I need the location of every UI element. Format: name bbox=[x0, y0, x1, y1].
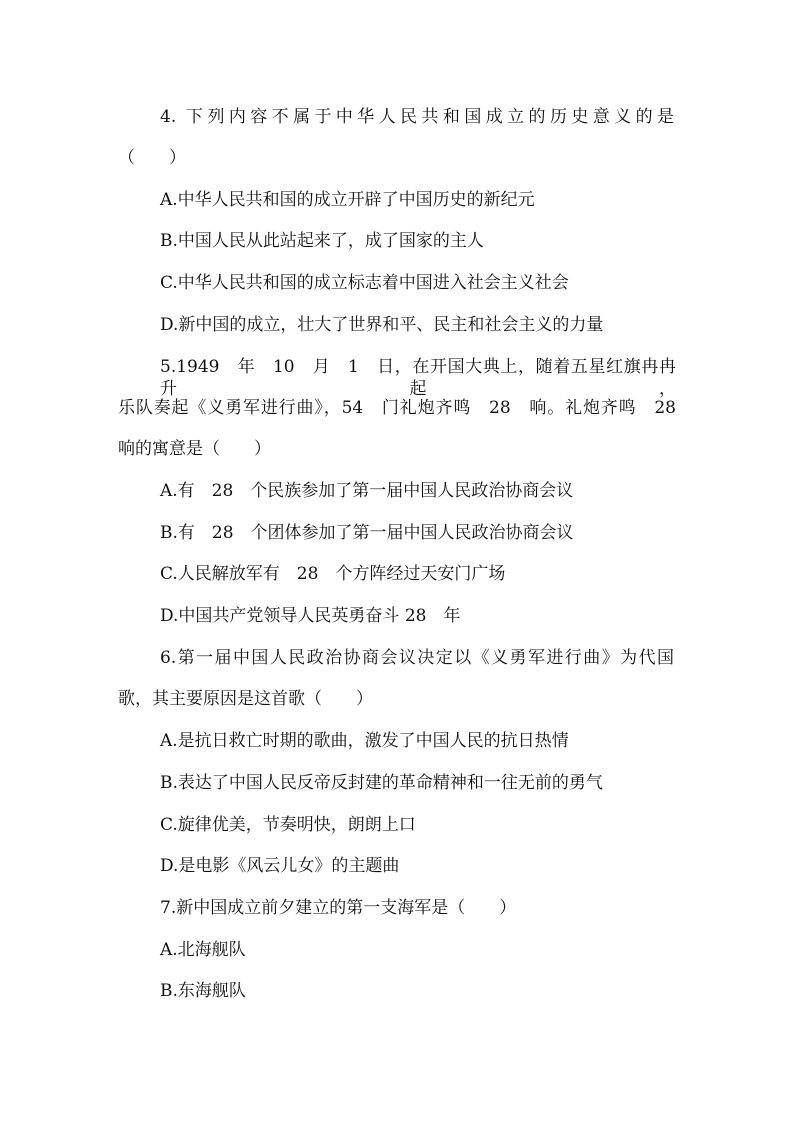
question-5-stem-line-3: 响的寓意是（ ） bbox=[118, 439, 271, 459]
question-5-stem-line-1: 5.1949 年 10 月 1 日，在开国大典上，随着五星红旗冉冉升起， bbox=[160, 357, 676, 399]
question-4-option-a: A.中华人民共和国的成立开辟了中国历史的新纪元 bbox=[160, 190, 535, 210]
question-4-option-c: C.中华人民共和国的成立标志着中国进入社会主义社会 bbox=[160, 273, 569, 293]
question-7-stem-line-1: 7.新中国成立前夕建立的第一支海军是（ ） bbox=[160, 898, 517, 918]
question-5-option-d: D.中国共产党领导人民英勇奋斗 28 年 bbox=[160, 606, 461, 626]
question-4-option-d: D.新中国的成立，壮大了世界和平、民主和社会主义的力量 bbox=[160, 315, 604, 335]
question-7-option-b: B.东海舰队 bbox=[160, 981, 246, 1001]
question-6-option-d: D.是电影《风云儿女》的主题曲 bbox=[160, 856, 400, 876]
question-5-option-a: A.有 28 个民族参加了第一届中国人民政治协商会议 bbox=[160, 481, 574, 501]
question-4-stem-line-2: （ ） bbox=[118, 148, 186, 168]
question-6-option-c: C.旋律优美，节奏明快，朗朗上口 bbox=[160, 815, 416, 835]
question-6-option-b: B.表达了中国人民反帝反封建的革命精神和一往无前的勇气 bbox=[160, 773, 603, 793]
question-6-stem-line-2: 歌，其主要原因是这首歌（ ） bbox=[118, 689, 373, 709]
question-4-option-b: B.中国人民从此站起来了，成了国家的主人 bbox=[160, 231, 484, 251]
question-5-option-c: C.人民解放军有 28 个方阵经过天安门广场 bbox=[160, 564, 506, 584]
question-6-stem-line-1: 6.第一届中国人民政治协商会议决定以《义勇军进行曲》为代国 bbox=[160, 648, 674, 668]
question-6-option-a: A.是抗日救亡时期的歌曲，激发了中国人民的抗日热情 bbox=[160, 731, 569, 751]
question-4-stem-line-1: 4. 下列内容不属于中华人民共和国成立的历史意义的是 bbox=[160, 107, 674, 127]
question-5-option-b: B.有 28 个团体参加了第一届中国人民政治协商会议 bbox=[160, 523, 574, 543]
question-5-stem-line-2: 乐队奏起《义勇军进行曲》，54 门礼炮齐鸣 28 响。礼炮齐鸣 28 bbox=[118, 398, 676, 418]
question-7-option-a: A.北海舰队 bbox=[160, 940, 246, 960]
